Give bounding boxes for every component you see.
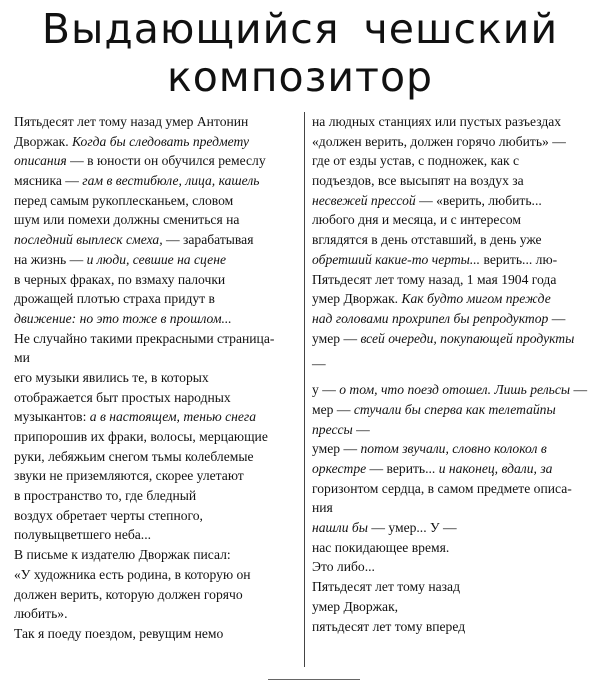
text-run: умер Дворжак,	[312, 598, 399, 614]
italic-text-run: несвежей прессой	[312, 192, 416, 208]
text-line	[14, 309, 300, 329]
text-run: дрожащей плотью страха придут в	[14, 291, 215, 307]
text-line	[14, 525, 300, 545]
text-line	[14, 486, 300, 506]
text-run: у —	[312, 382, 340, 398]
text-run: горизонтом сердца, в самом предмете описа-	[312, 480, 572, 496]
text-line	[312, 151, 596, 171]
text-line	[14, 624, 300, 644]
italic-text-run: а в настоящем, тенью снега	[89, 409, 257, 425]
text-run: перед самым рукоплесканьем, словом	[14, 192, 234, 208]
text-line	[14, 132, 300, 152]
text-line	[14, 171, 300, 191]
text-line	[312, 538, 596, 558]
text-line	[14, 151, 300, 171]
italic-text-run: гам в вестибюле, лица, кашель	[82, 173, 260, 189]
left-column	[14, 112, 300, 644]
text-run: вглядятся в день отставший, в день уже	[312, 232, 542, 248]
text-run: Это либо...	[312, 559, 375, 575]
text-line	[312, 380, 596, 400]
column-divider	[304, 112, 305, 667]
text-run: мер —	[312, 401, 354, 417]
text-run: —	[352, 421, 370, 437]
text-run: должен верить, которую должен горячо	[14, 586, 243, 602]
text-line	[14, 407, 300, 427]
text-line	[312, 132, 596, 152]
text-line	[312, 557, 596, 577]
text-run: нас покидающее время.	[312, 539, 450, 555]
text-line	[14, 466, 300, 486]
text-line	[312, 459, 596, 479]
text-line	[312, 270, 596, 290]
text-run: В письме к издателю Дворжак писал:	[14, 547, 231, 563]
text-run: руки, лебяжьим снегом тьмы колеблемые	[14, 448, 254, 464]
text-line	[14, 270, 300, 290]
text-run: в пространство то, где бледный	[14, 488, 197, 504]
article-headline	[0, 0, 600, 110]
text-run: Пятьдесят лет тому назад, 1 мая 1904 года	[312, 271, 557, 287]
text-line	[312, 498, 596, 518]
text-run: любого дня и месяца, и с интересом	[312, 212, 521, 228]
text-line	[14, 604, 300, 624]
text-run: полувыцветшего неба...	[14, 527, 151, 543]
text-line	[14, 289, 300, 309]
italic-text-run: прессы	[312, 421, 353, 437]
text-line	[312, 400, 596, 420]
text-line	[312, 420, 596, 440]
text-line	[312, 289, 596, 309]
text-run: пятьдесят лет тому вперед	[312, 618, 466, 634]
text-run: Не случайно такими прекрасными страница-	[14, 330, 275, 346]
text-run: верить... лю-	[480, 251, 558, 267]
text-run: — верить...	[366, 461, 439, 476]
italic-text-run: нашли бы	[312, 520, 368, 536]
text-line	[312, 191, 596, 211]
text-line	[14, 329, 300, 349]
text-run: Дворжак.	[14, 133, 73, 149]
text-line	[312, 250, 596, 270]
text-line	[312, 518, 596, 538]
text-line	[312, 112, 596, 132]
italic-text-run: оркестре	[312, 461, 367, 476]
text-run: ми	[14, 350, 30, 366]
text-run: звуки не приземляются, скорее улетают	[14, 468, 244, 484]
text-run: Так я поеду поездом, ревущим немо	[14, 625, 224, 641]
text-run: мясника —	[14, 173, 83, 189]
italic-text-run: Когда бы следовать предмету	[72, 133, 250, 149]
text-run: «должен верить, должен горячо любить» —	[312, 133, 566, 149]
text-run: умер Дворжак.	[312, 291, 402, 307]
text-run: умер —	[312, 330, 361, 346]
headline-line-1: Выдающийся чешский	[41, 5, 559, 53]
text-line	[312, 617, 596, 637]
text-line	[312, 479, 596, 499]
text-line	[312, 230, 596, 250]
italic-text-run: Как будто мигом прежде	[401, 291, 551, 307]
text-line	[14, 191, 300, 211]
text-line	[312, 577, 596, 597]
italic-text-run: движение: но это тоже в прошлом...	[14, 310, 232, 326]
text-run: — «верить, любить...	[415, 192, 542, 208]
text-line	[14, 348, 300, 368]
text-run: «У художника есть родина, в которую он	[14, 566, 251, 582]
text-run: на жизнь —	[14, 251, 87, 267]
text-line	[312, 348, 596, 380]
text-run: припорошив их фраки, волосы, мерцающие	[14, 429, 268, 444]
italic-text-run: всей очереди, покупающей продукты	[360, 330, 575, 346]
italic-text-run: и люди, севшие на сцене	[86, 251, 226, 267]
text-line	[14, 230, 300, 250]
text-run: в черных фраках, по взмаху палочки	[14, 271, 226, 287]
text-line	[14, 427, 300, 447]
text-run: отображается быт простых народных	[14, 389, 231, 405]
text-line	[14, 585, 300, 605]
text-line	[14, 545, 300, 565]
italic-text-run: последний выплеск смеха,	[14, 232, 163, 248]
text-run: —	[570, 382, 588, 398]
text-run: подъездов, все высыпят на воздух за	[312, 173, 524, 189]
text-run: — умер... У —	[367, 520, 457, 536]
text-line	[312, 329, 596, 349]
text-run: где от езды устав, с подножек, как с	[312, 153, 520, 169]
text-run: воздух обретает черты степного,	[14, 507, 203, 523]
text-run: ния	[312, 500, 333, 516]
italic-text-run: над головами прохрипел бы репродуктор	[312, 310, 549, 326]
text-line	[312, 597, 596, 617]
text-run: шум или помехи должны смениться на	[14, 212, 240, 228]
text-line	[312, 171, 596, 191]
text-line	[14, 112, 300, 132]
text-run: его музыки явились те, в которых	[14, 369, 209, 385]
text-run: любить».	[14, 606, 68, 622]
text-line	[14, 447, 300, 467]
text-line	[14, 368, 300, 388]
italic-text-run: и наконец, вдали, за	[438, 461, 553, 476]
italic-text-run: обретший какие-то черты...	[312, 251, 481, 267]
italic-text-run: стучали бы сперва как телетайпы	[353, 401, 556, 417]
text-line	[14, 210, 300, 230]
text-run: музыкантов:	[14, 409, 90, 425]
text-run: Пятьдесят лет тому назад	[312, 579, 461, 595]
text-line	[312, 309, 596, 329]
text-line	[14, 388, 300, 408]
text-line	[312, 439, 596, 459]
text-run: —	[312, 356, 326, 372]
italic-text-run: описания	[14, 153, 67, 169]
text-run: —	[548, 310, 566, 326]
bottom-rule	[268, 679, 360, 680]
text-run: — в юности он обучился ремеслу	[66, 153, 266, 169]
headline-line-2: композитор	[166, 53, 434, 101]
text-run: умер —	[312, 441, 361, 457]
text-line	[14, 506, 300, 526]
text-run: на людных станциях или пустых разъездах	[312, 114, 562, 129]
text-line	[14, 565, 300, 585]
text-run: — зарабатывая	[162, 232, 254, 248]
italic-text-run: потом звучали, словно колокол в	[360, 441, 547, 457]
text-line	[312, 210, 596, 230]
text-run: Пятьдесят лет тому назад умер Антонин	[14, 114, 249, 129]
italic-text-run: о том, что поезд отошел. Лишь рельсы	[339, 382, 571, 398]
right-column	[312, 112, 596, 636]
text-line	[14, 250, 300, 270]
